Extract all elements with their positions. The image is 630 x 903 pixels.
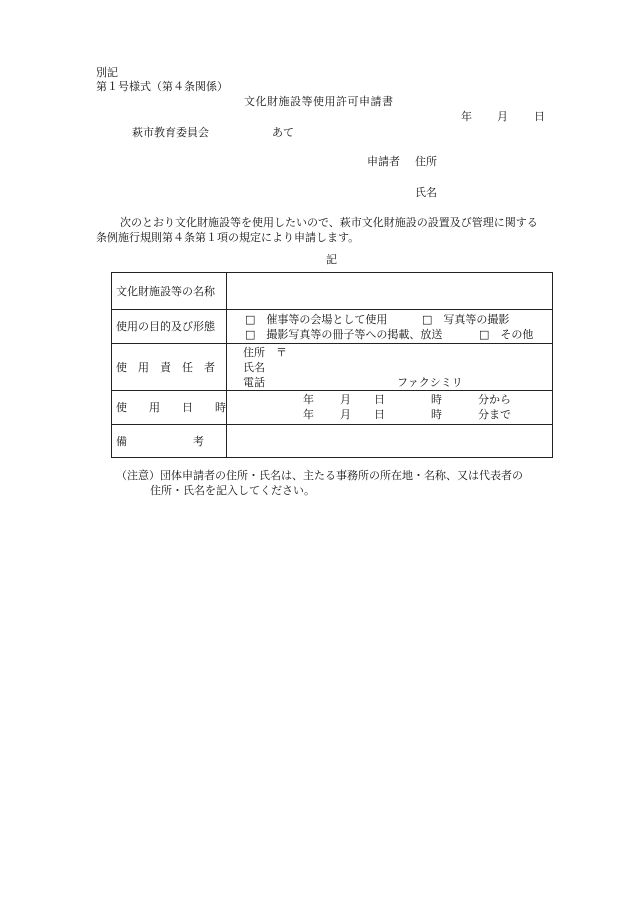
end-day: 日 <box>374 408 385 421</box>
start-month: 月 <box>340 393 351 406</box>
ki-label: 記 <box>326 253 337 266</box>
purpose-option-photography[interactable]: □ 写真等の撮影 <box>422 313 510 326</box>
purpose-label: 使用の目的及び形態 <box>116 320 215 333</box>
datetime-label-cell <box>112 391 227 425</box>
end-month: 月 <box>340 408 351 421</box>
responsible-label-cell <box>112 344 227 391</box>
applicant-address-label: 住所 <box>415 155 437 168</box>
end-minute-to: 分まで <box>478 408 511 421</box>
row-purpose <box>112 309 552 344</box>
purpose-label-cell <box>112 310 227 344</box>
date-day: 日 <box>534 110 545 123</box>
body-text-line1: 次のとおり文化財施設等を使用したいので、萩市文化財施設の設置及び管理に関する <box>120 216 538 229</box>
date-month: 月 <box>497 110 508 123</box>
purpose-option-other[interactable]: □ その他 <box>479 328 534 341</box>
end-year: 年 <box>303 408 314 421</box>
start-minute-from: 分から <box>478 393 511 406</box>
responsible-address-label: 住所 〒 <box>243 346 287 359</box>
start-year: 年 <box>303 393 314 406</box>
facility-name-label: 文化財施設等の名称 <box>116 285 215 298</box>
datetime-label: 使 用 日 時 <box>116 401 226 414</box>
row-facility-name <box>112 273 552 309</box>
row-remarks <box>112 424 552 458</box>
note-line1: （注意）団体申請者の住所・氏名は、主たる事務所の所在地・名称、又は代表者の <box>116 469 523 482</box>
remarks-label: 備 考 <box>116 435 204 448</box>
end-hour: 時 <box>431 408 442 421</box>
note-line2: 住所・氏名を記入してください。 <box>150 484 315 497</box>
addressee-name: 萩市教育委員会 <box>132 126 209 139</box>
date-year: 年 <box>461 110 472 123</box>
applicant-name-label: 氏名 <box>415 186 437 199</box>
application-table <box>111 272 553 458</box>
body-text-line2: 条例施行規則第４条第１項の規定により申請します。 <box>96 231 360 244</box>
facility-name-label-cell <box>112 273 227 309</box>
document-title: 文化財施設等使用許可申請書 <box>244 95 394 108</box>
start-hour: 時 <box>431 393 442 406</box>
applicant-label: 申請者 <box>367 155 400 168</box>
addressee-suffix: あて <box>272 126 294 139</box>
form-number: 第１号様式（第４条関係） <box>96 80 228 93</box>
responsible-fax-label: ファクシミリ <box>397 376 463 389</box>
responsible-label: 使 用 責 任 者 <box>116 361 215 374</box>
purpose-option-event-venue[interactable]: □ 催事等の会場として使用 <box>245 313 388 326</box>
responsible-phone-label: 電話 <box>243 376 265 389</box>
remarks-label-cell <box>112 425 227 458</box>
betsuki-label: 別記 <box>96 66 118 79</box>
purpose-option-publication[interactable]: □ 撮影写真等の冊子等への掲載、放送 <box>245 328 443 341</box>
responsible-name-label: 氏名 <box>243 361 265 374</box>
row-responsible-person <box>112 343 552 391</box>
start-day: 日 <box>374 393 385 406</box>
row-usage-datetime <box>112 390 552 425</box>
